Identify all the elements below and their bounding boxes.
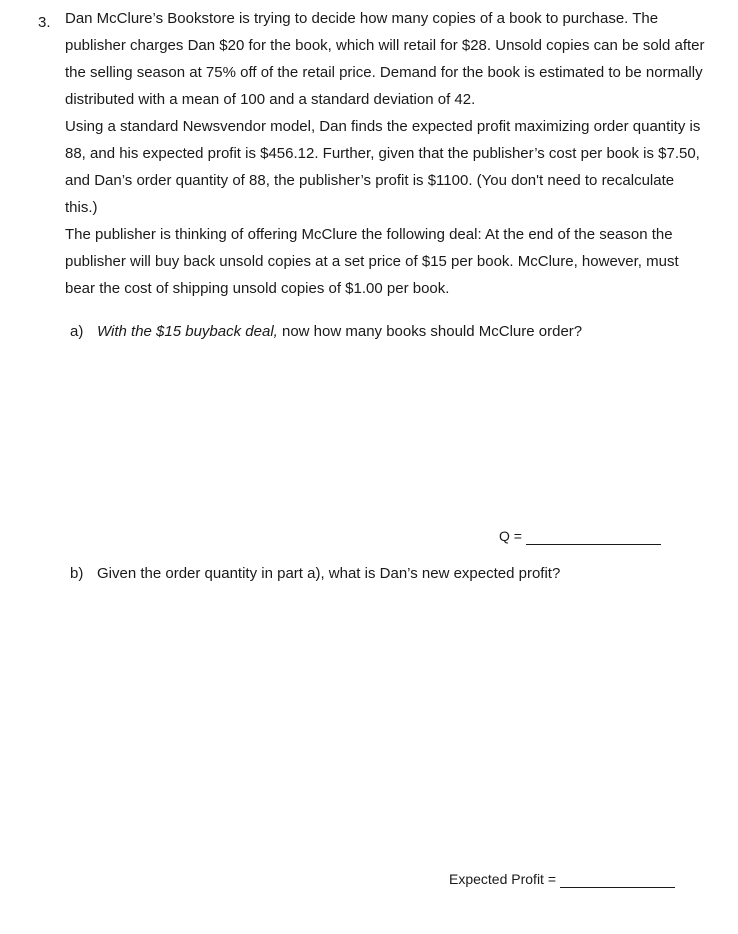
- expected-profit-label: Expected Profit =: [449, 871, 557, 887]
- expected-profit-answer: [449, 870, 675, 888]
- order-quantity-label: Q =: [499, 528, 522, 544]
- part-a-emphasis: With the $15 buyback deal,: [97, 323, 278, 340]
- part-b-label: b): [70, 565, 84, 582]
- part-a-prompt: [70, 322, 582, 342]
- part-a-text: now how many books should McClure order?: [277, 323, 583, 340]
- part-a-label: a): [70, 323, 84, 340]
- expected-profit-blank[interactable]: [560, 873, 675, 888]
- order-quantity-blank[interactable]: [526, 530, 661, 545]
- question-body: [65, 5, 710, 302]
- problem-paragraph-3: The publisher is thinking of offering McClure the following deal: At the end of the season the publisher will buy back unsold copies at a set price of $15 per book. McClure, however, must bear the cost of shipping unsold copies of $1.00 per book.: [65, 226, 679, 297]
- problem-paragraph-1: Dan McClure’s Bookstore is trying to decide how many copies of a book to purchase. The publisher charges Dan $20 for the book, which will retail for $28. Unsold copies can be sold after the selling season at 75% off of the retail price. Demand for the book is estimated to be normally distributed with a mean of 100 and a standard deviation of 42.: [65, 10, 705, 108]
- question-number: 3.: [38, 14, 51, 31]
- order-quantity-answer: [499, 527, 661, 545]
- part-b-prompt: [70, 564, 560, 584]
- problem-paragraph-2: Using a standard Newsvendor model, Dan finds the expected profit maximizing order quantity is 88, and his expected profit is $456.12. Further, given that the publisher’s cost per book is $7.50, and Dan’s order quantity of 88, the publisher’s profit is $1100. (You don't need to recalculate this.): [65, 118, 701, 216]
- part-b-text: Given the order quantity in part a), what is Dan’s new expected profit?: [97, 565, 561, 582]
